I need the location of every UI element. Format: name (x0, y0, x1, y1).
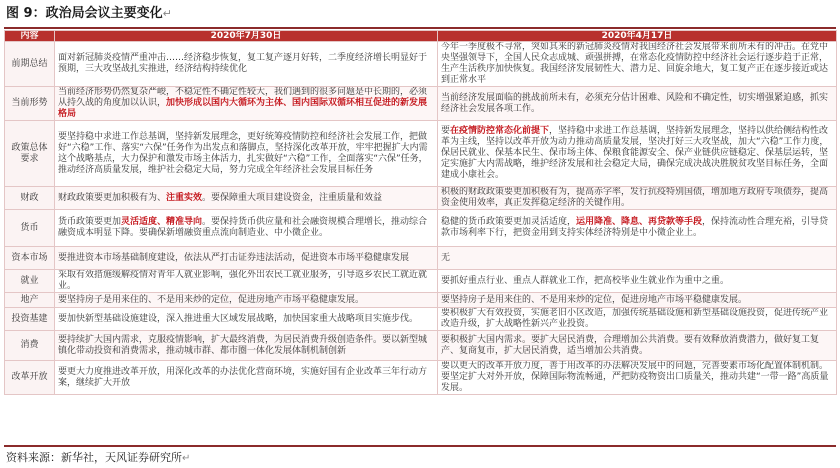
cell-text: ，坚持稳中求进工作总基调，坚持新发展理念，坚持以供给侧结构性改革为主线，坚持以改革开放为动力推动高质量发展，坚决打好三大攻坚战，加大“六稳”工作力度，保居民就业、保基本民生、保市场主体、保粮食能源安全、保产业链供应链稳定、保基层运转，坚定实施扩大内需战略，维护经济发展和社会稳定大局，确保完成决战决胜脱贫攻坚目标任务，全面建成小康社会。 (441, 126, 829, 180)
header-2020-07-30: 2020年7月30日 (55, 31, 438, 42)
row-category: 货币 (5, 210, 55, 247)
cell-2020-07-30 (55, 187, 438, 210)
cell-2020-07-30 (55, 121, 438, 187)
cell-text: 稳健的货币政策要更加灵活适度， (441, 217, 577, 227)
table-row (5, 270, 837, 293)
cell-2020-04-17 (438, 42, 837, 87)
cell-text: 。要保障重大项目建设资金，注重质量和效益 (202, 192, 383, 203)
cell-text: 无 (441, 252, 451, 263)
cell-2020-07-30 (55, 331, 438, 361)
paragraph-mark-icon: ↵ (182, 453, 191, 464)
highlight-text: 运用降准、降息、再贷款等手段 (576, 217, 703, 227)
header-content: 内容 (5, 31, 55, 42)
cell-text: 要推进资本市场基础制度建设，依法从严打击证券违法活动，促进资本市场平稳健康发展 (58, 252, 410, 263)
row-category: 改革开放 (5, 361, 55, 395)
source-note (6, 449, 190, 465)
cell-2020-04-17 (438, 247, 837, 270)
table-row (5, 210, 837, 247)
cell-text: 当前经济形势仍然复杂严峻，不稳定性不确定性较大，我们遇到的很多问题是中长期的，必须从持久战的角度加以认识， (58, 87, 428, 108)
highlight-text: 在疫情防控常态化前提下 (450, 126, 550, 136)
top-rule (4, 27, 836, 29)
cell-text: 要持续扩大国内需求，克服疫情影响，扩大最终消费，为居民消费升级创造条件。要以新型城镇化带动投资和消费需求，推动城市群、都市圈一体化发展体制机制创新 (58, 334, 428, 356)
table-body (5, 42, 837, 395)
cell-text: 要积极扩大有效投资，实施老旧小区改造，加强传统基础设施和新型基础设施投资，促进传统产业改造升级，扩大战略性新兴产业投资。 (441, 308, 829, 329)
cell-2020-07-30 (55, 308, 438, 331)
row-category: 消费 (5, 331, 55, 361)
table-row (5, 42, 837, 87)
row-category: 资本市场 (5, 247, 55, 270)
cell-text: 要以更大的改革开放力度，善于用改革的办法解决发展中的问题，完善要素市场化配置体制机制。要坚定扩大对外开放，保障国际物流畅通，严把防疫物资出口质量关，推动共建“一带一路”高质量发展。 (441, 361, 829, 393)
table-header-row (5, 31, 837, 42)
highlight-text: 注重实效 (166, 192, 203, 203)
cell-2020-07-30 (55, 42, 438, 87)
cell-2020-04-17 (438, 293, 837, 308)
table-row (5, 361, 837, 395)
cell-text: 要抓好重点行业、重点人群就业工作，把高校毕业生就业作为重中之重。 (441, 275, 730, 286)
paragraph-mark-icon: ↵ (162, 7, 172, 20)
cell-text: 。要保持货币供应量和社会融资规模合理增长，推动综合融资成本明显下降。要确保新增融资重点流向制造业、中小微企业。 (58, 217, 428, 238)
cell-2020-04-17 (438, 210, 837, 247)
highlight-text: 加快形成以国内大循环为主体、国内国际双循环相互促进的新发展格局 (58, 98, 428, 119)
cell-2020-07-30 (55, 270, 438, 293)
cell-text: 要坚持房子是用来住的、不是用来炒的定位，促进房地产市场平稳健康发展。 (58, 294, 365, 305)
cell-2020-04-17 (438, 187, 837, 210)
table-row (5, 331, 837, 361)
highlight-text: 灵活适度、精准导向 (121, 217, 203, 227)
cell-text: 货币政策要更加 (58, 217, 122, 227)
cell-text: 当前经济发展面临的挑战前所未有，必须充分估计困难、风险和不确定性，切实增强紧迫感，抓实经济社会发展各项工作。 (441, 92, 829, 114)
row-category: 就业 (5, 270, 55, 293)
comparison-table (4, 30, 837, 395)
cell-2020-04-17 (438, 308, 837, 331)
figure-title-text: 图 9：政治局会议主要变化 (6, 6, 163, 21)
cell-text: 要坚持稳中求进工作总基调，坚持新发展理念，更好统筹疫情防控和经济社会发展工作，把做好“六稳”工作、落实“六保”任务作为出发点和落脚点，坚持深化改革开放，牢牢把握扩大内需这个战略基点，大力保护和激发市场主体活力，扎实做好“六稳”工作，全面落实“六保”任务，推动经济高质量发展，维护社会稳定大局，努力完成全年经济社会发展目标任务 (58, 131, 428, 175)
source-text: 资料来源：新华社，天风证券研究所 (6, 451, 182, 464)
row-category: 前期总结 (5, 42, 55, 87)
row-category: 地产 (5, 293, 55, 308)
cell-text: 财政政策要更加积极有为、 (58, 192, 167, 203)
cell-2020-04-17 (438, 331, 837, 361)
cell-2020-04-17 (438, 121, 837, 187)
table-row (5, 187, 837, 210)
row-category: 财政 (5, 187, 55, 210)
row-category: 当前形势 (5, 87, 55, 121)
cell-2020-07-30 (55, 361, 438, 395)
table-row (5, 308, 837, 331)
cell-text: 要 (441, 126, 451, 136)
cell-2020-07-30 (55, 293, 438, 308)
table-row (5, 121, 837, 187)
cell-text: 要更大力度推进改革开放，用深化改革的办法优化营商环境，实施好国有企业改革三年行动方案，继续扩大开放 (58, 366, 428, 388)
cell-text: 积极的财政政策要更加积极有为，提高赤字率，发行抗疫特别国债，增加地方政府专项债券，提高资金使用效率，真正发挥稳定经济的关键作用。 (441, 187, 829, 208)
cell-2020-07-30 (55, 87, 438, 121)
cell-text: 面对新冠肺炎疫情严重冲击……经济稳步恢复，复工复产逐月好转，二季度经济增长明显好于预期，三大攻坚战扎实推进，经济结构持续优化 (58, 53, 428, 74)
cell-text: 要坚持房子是用来住的、不是用来炒的定位，促进房地产市场平稳健康发展。 (441, 294, 748, 305)
cell-2020-04-17 (438, 270, 837, 293)
table-row (5, 293, 837, 308)
table-row (5, 247, 837, 270)
cell-2020-04-17 (438, 361, 837, 395)
table-row (5, 87, 837, 121)
bottom-rule (4, 445, 836, 447)
cell-text: 今年一季度极不寻常，突如其来的新冠肺炎疫情对我国经济社会发展带来前所未有的冲击。在党中央坚强领导下，全国人民众志成城、顽强拼搏，在常态化疫情防控中经济社会运行逐步趋于正常，生产生活秩序加快恢复。我国经济发展韧性大、潜力足、回旋余地大，复工复产正在逐步接近或达到正常水平 (441, 42, 829, 85)
row-category: 政策总体要求 (5, 121, 55, 187)
cell-text: ，保持流动性合理充裕，引导贷款市场利率下行，把资金用到支持实体经济特别是中小微企业上。 (441, 217, 829, 238)
cell-text: 采取有效措施缓解疫情对青年人就业影响，强化外出农民工就业服务，引导返乡农民工就近就业。 (58, 270, 428, 291)
row-category: 投资基建 (5, 308, 55, 331)
cell-text: 要加快新型基础设施建设，深入推进重大区域发展战略，加快国家重大战略项目实施步伐。 (58, 313, 419, 324)
figure-title (6, 4, 172, 24)
cell-2020-07-30 (55, 210, 438, 247)
cell-2020-04-17 (438, 87, 837, 121)
cell-text: 要积极扩大国内需求。要扩大居民消费，合理增加公共消费。要有效释放消费潜力，做好复工复产、复商复市，扩大居民消费，适当增加公共消费。 (441, 334, 820, 356)
cell-2020-07-30 (55, 247, 438, 270)
header-2020-04-17: 2020年4月17日 (438, 31, 837, 42)
